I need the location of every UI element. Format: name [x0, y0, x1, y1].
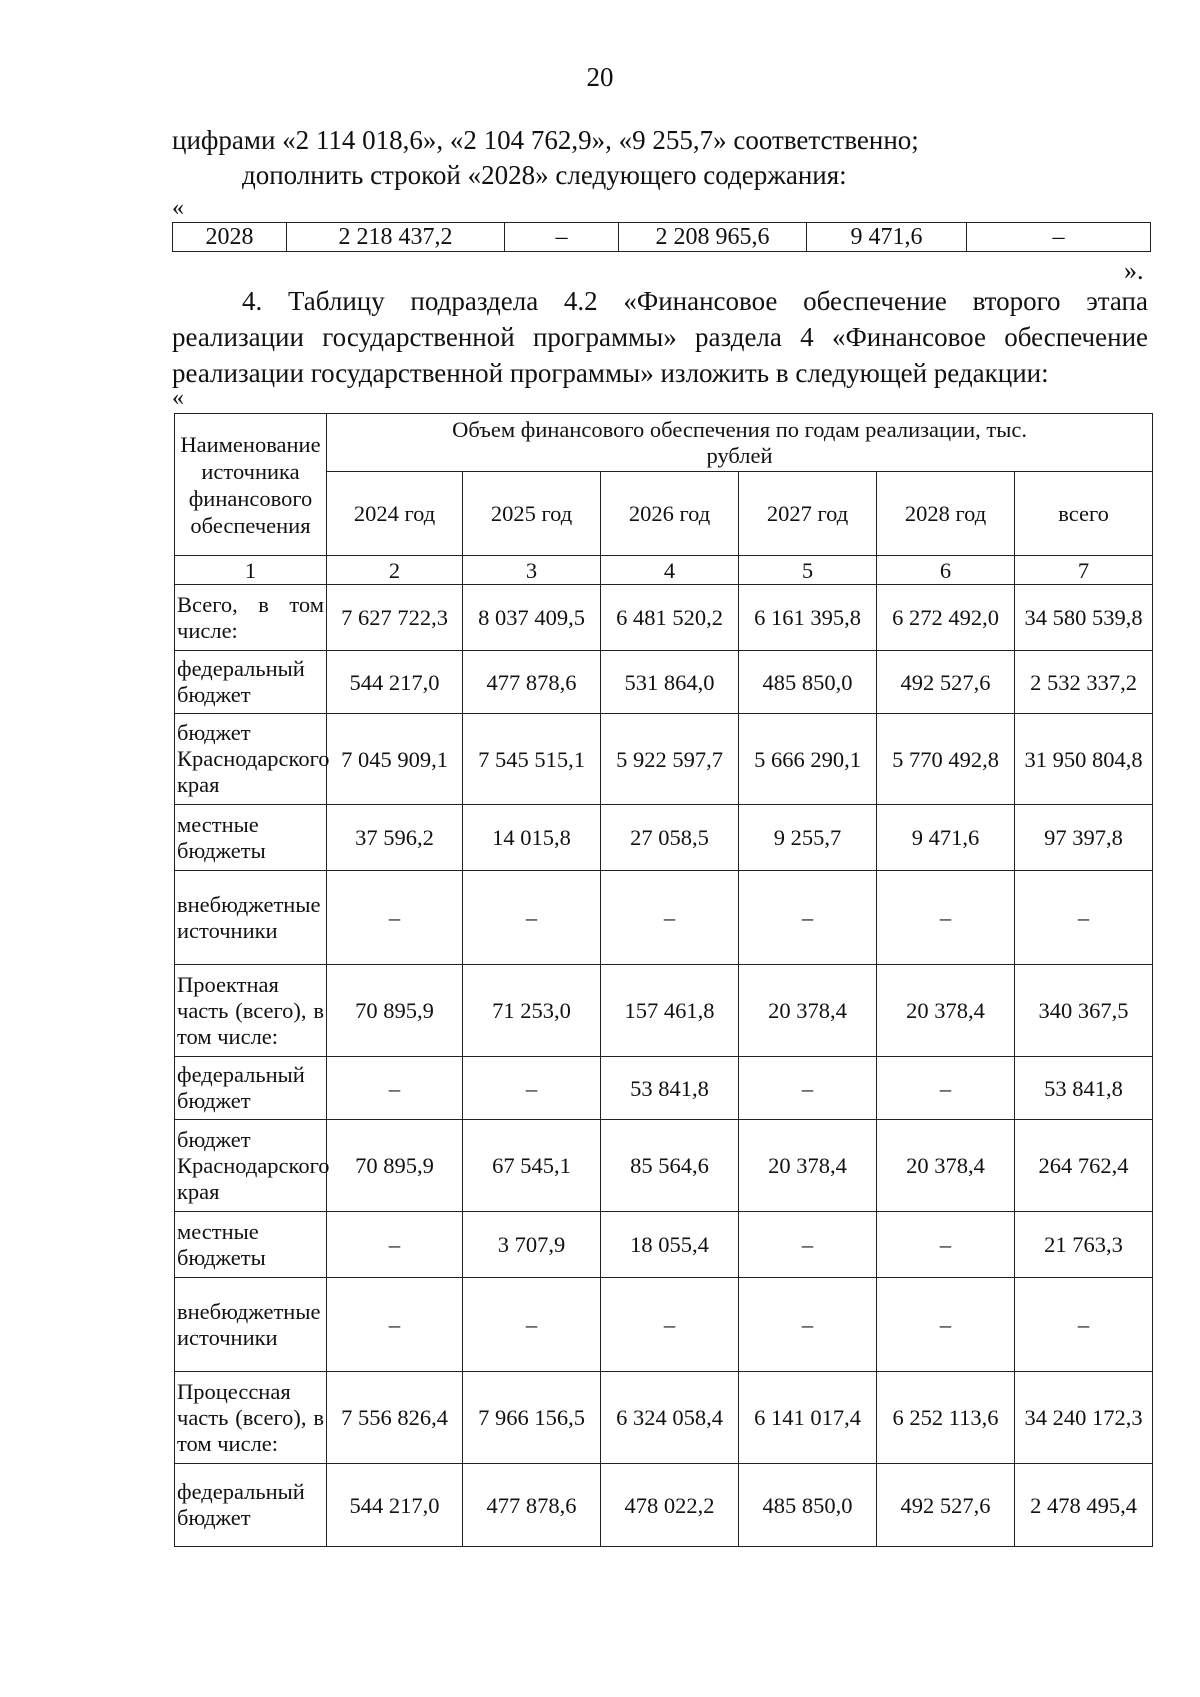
value-cell: 485 850,0	[739, 651, 877, 714]
year-header: 2026 год	[601, 472, 739, 556]
year-header: 2028 год	[877, 472, 1015, 556]
value-cell: 20 378,4	[877, 1120, 1015, 1212]
column-number: 7	[1015, 556, 1153, 585]
source-name: федеральный бюджет	[175, 1057, 327, 1120]
value-cell: 20 378,4	[739, 1120, 877, 1212]
column-number-row	[175, 556, 1153, 585]
value-cell: 20 378,4	[877, 965, 1015, 1057]
value-cell: 9 255,7	[739, 805, 877, 871]
value-cell: 3 707,9	[463, 1212, 601, 1278]
source-name: местные бюджеты	[175, 1212, 327, 1278]
table-cell: –	[505, 223, 619, 252]
value-cell: 544 217,0	[327, 651, 463, 714]
column-number: 2	[327, 556, 463, 585]
source-name: федеральный бюджет	[175, 1464, 327, 1547]
value-cell: 53 841,8	[601, 1057, 739, 1120]
value-cell: 7 545 515,1	[463, 714, 601, 805]
value-cell: 544 217,0	[327, 1464, 463, 1547]
value-cell: 97 397,8	[1015, 805, 1153, 871]
table-cell: –	[967, 223, 1151, 252]
source-name: федеральный бюджет	[175, 651, 327, 714]
column-number: 1	[175, 556, 327, 585]
value-cell: –	[877, 1212, 1015, 1278]
year-header: 2025 год	[463, 472, 601, 556]
table-row	[175, 1057, 1153, 1120]
column-number: 4	[601, 556, 739, 585]
year-header: 2027 год	[739, 472, 877, 556]
value-cell: 6 161 395,8	[739, 585, 877, 651]
table-row	[175, 871, 1153, 965]
table-cell: 2 208 965,6	[619, 223, 807, 252]
value-cell: 31 950 804,8	[1015, 714, 1153, 805]
value-cell: 27 058,5	[601, 805, 739, 871]
table-row	[175, 714, 1153, 805]
year-header: всего	[1015, 472, 1153, 556]
value-cell: 478 022,2	[601, 1464, 739, 1547]
value-cell: –	[463, 871, 601, 965]
value-cell: –	[327, 1278, 463, 1372]
table-row	[175, 585, 1153, 651]
source-name: местные бюджеты	[175, 805, 327, 871]
table-row	[175, 1212, 1153, 1278]
value-cell: 21 763,3	[1015, 1212, 1153, 1278]
source-name: бюджет Краснодарского края	[175, 1120, 327, 1212]
value-cell: 18 055,4	[601, 1212, 739, 1278]
volume-header: Объем финансового обеспечения по годам реализации, тыс. рублей	[327, 414, 1153, 472]
value-cell: 34 240 172,3	[1015, 1372, 1153, 1464]
table-cell: 2028	[173, 223, 287, 252]
value-cell: 37 596,2	[327, 805, 463, 871]
source-name: Всего, в том числе:	[175, 585, 327, 651]
value-cell: –	[327, 1212, 463, 1278]
close-quote: ».	[1124, 256, 1144, 285]
column-number: 3	[463, 556, 601, 585]
value-cell: 14 015,8	[463, 805, 601, 871]
value-cell: –	[601, 1278, 739, 1372]
table-row	[175, 1372, 1153, 1464]
value-cell: –	[877, 1057, 1015, 1120]
table-row	[175, 805, 1153, 871]
value-cell: –	[1015, 1278, 1153, 1372]
value-cell: 8 037 409,5	[463, 585, 601, 651]
value-cell: 7 045 909,1	[327, 714, 463, 805]
column-number: 6	[877, 556, 1015, 585]
open-quote-main: «	[172, 385, 184, 411]
value-cell: 70 895,9	[327, 965, 463, 1057]
value-cell: 340 367,5	[1015, 965, 1153, 1057]
intro-line-2: дополнить строкой «2028» следующего содержания:	[242, 160, 847, 190]
source-name: внебюджетные источники	[175, 1278, 327, 1372]
value-cell: 70 895,9	[327, 1120, 463, 1212]
value-cell: 6 141 017,4	[739, 1372, 877, 1464]
table-row	[175, 1120, 1153, 1212]
value-cell: 67 545,1	[463, 1120, 601, 1212]
value-cell: 5 666 290,1	[739, 714, 877, 805]
table-cell: 2 218 437,2	[287, 223, 505, 252]
table-row	[175, 651, 1153, 714]
insertion-table	[172, 222, 1151, 252]
value-cell: –	[327, 1057, 463, 1120]
source-name: Процессная часть (всего), в том числе:	[175, 1372, 327, 1464]
value-cell: –	[739, 1212, 877, 1278]
value-cell: 485 850,0	[739, 1464, 877, 1547]
value-cell: 2 478 495,4	[1015, 1464, 1153, 1547]
value-cell: 85 564,6	[601, 1120, 739, 1212]
value-cell: –	[877, 1278, 1015, 1372]
table-row	[175, 1278, 1153, 1372]
section-4-text: 4. Таблицу подраздела 4.2 «Финансовое обеспечение второго этапа реализации государственной программы» раздела 4 «Финансовое обеспечение реализации государственной программы» изложить в следующей редакции:	[172, 286, 1148, 388]
table-row	[175, 1464, 1153, 1547]
value-cell: –	[1015, 871, 1153, 965]
value-cell: 531 864,0	[601, 651, 739, 714]
value-cell: 477 878,6	[463, 1464, 601, 1547]
table-row	[175, 965, 1153, 1057]
intro-line-1: цифрами «2 114 018,6», «2 104 762,9», «9 255,7» соответственно;	[172, 125, 919, 155]
value-cell: 6 252 113,6	[877, 1372, 1015, 1464]
value-cell: –	[739, 1057, 877, 1120]
value-cell: 157 461,8	[601, 965, 739, 1057]
value-cell: 5 770 492,8	[877, 714, 1015, 805]
value-cell: –	[877, 871, 1015, 965]
value-cell: 492 527,6	[877, 1464, 1015, 1547]
value-cell: –	[739, 871, 877, 965]
page-number: 20	[586, 62, 614, 92]
year-header: 2024 год	[327, 472, 463, 556]
source-name: внебюджетные источники	[175, 871, 327, 965]
table-cell: 9 471,6	[807, 223, 967, 252]
value-cell: –	[327, 871, 463, 965]
value-cell: –	[463, 1278, 601, 1372]
value-cell: 477 878,6	[463, 651, 601, 714]
header-row	[175, 414, 1153, 472]
value-cell: 6 481 520,2	[601, 585, 739, 651]
value-cell: –	[463, 1057, 601, 1120]
table-body	[175, 585, 1153, 1547]
value-cell: 53 841,8	[1015, 1057, 1153, 1120]
value-cell: 7 627 722,3	[327, 585, 463, 651]
financing-table	[174, 413, 1153, 1547]
value-cell: 71 253,0	[463, 965, 601, 1057]
column-number: 5	[739, 556, 877, 585]
value-cell: –	[739, 1278, 877, 1372]
value-cell: 492 527,6	[877, 651, 1015, 714]
value-cell: 7 966 156,5	[463, 1372, 601, 1464]
value-cell: 34 580 539,8	[1015, 585, 1153, 651]
value-cell: 2 532 337,2	[1015, 651, 1153, 714]
source-header: Наименование источника финансового обеспечения	[175, 414, 327, 556]
value-cell: 264 762,4	[1015, 1120, 1153, 1212]
value-cell: 6 324 058,4	[601, 1372, 739, 1464]
value-cell: 9 471,6	[877, 805, 1015, 871]
value-cell: 5 922 597,7	[601, 714, 739, 805]
value-cell: 6 272 492,0	[877, 585, 1015, 651]
value-cell: –	[601, 871, 739, 965]
source-name: Проектная часть (всего), в том числе:	[175, 965, 327, 1057]
value-cell: 7 556 826,4	[327, 1372, 463, 1464]
source-name: бюджет Краснодарского края	[175, 714, 327, 805]
value-cell: 20 378,4	[739, 965, 877, 1057]
table-row	[173, 223, 1151, 252]
open-quote-small: «	[172, 195, 184, 221]
